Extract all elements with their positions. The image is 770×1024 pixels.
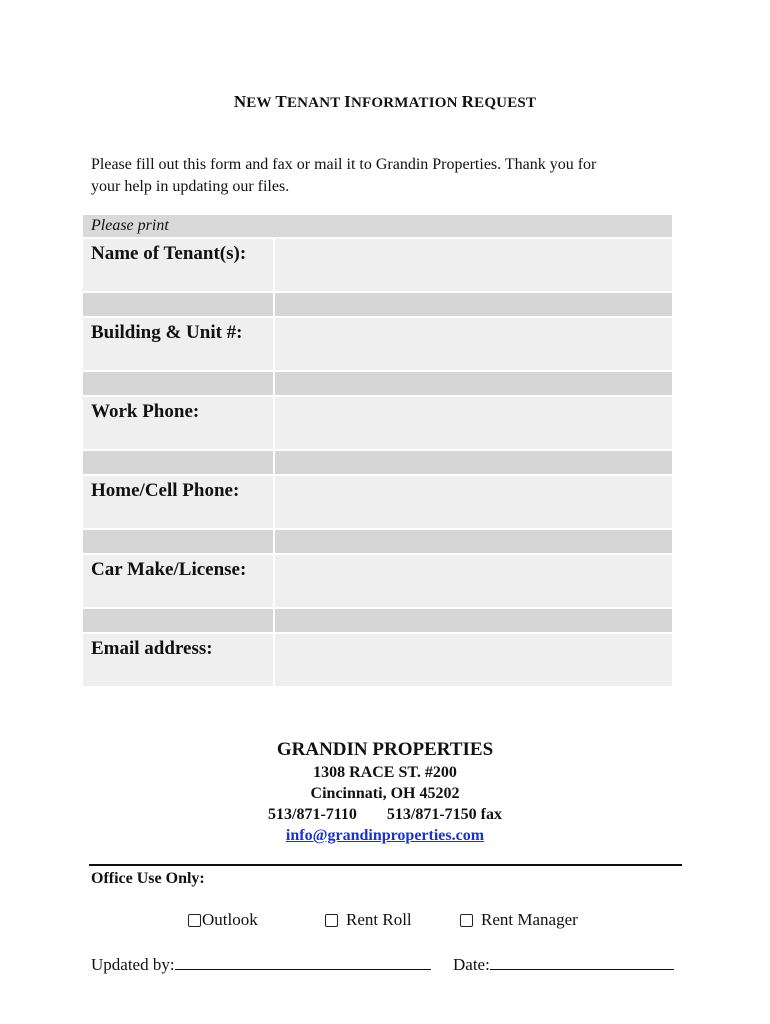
spacer-cell — [275, 451, 672, 474]
spacer-cell — [83, 451, 273, 474]
field-label: Email address: — [83, 634, 273, 686]
checkbox-outlook[interactable] — [188, 910, 258, 930]
spacer-cell — [83, 293, 273, 316]
title-part-equest: EQUEST — [474, 95, 537, 111]
checkbox-label: Rent Roll — [346, 910, 412, 929]
field-row-email-address — [83, 634, 672, 686]
updated-by-label: Updated by: — [91, 955, 175, 974]
company-city: Cincinnati, OH 45202 — [310, 785, 460, 802]
company-phones — [0, 804, 770, 825]
field-label: Work Phone: — [83, 397, 273, 449]
spacer-row — [83, 530, 672, 553]
checkbox-icon[interactable] — [325, 914, 338, 927]
title-part-ew: EW — [246, 95, 276, 111]
updated-by-field[interactable] — [175, 952, 431, 970]
checkbox-rent-roll[interactable] — [325, 910, 412, 930]
checkbox-rent-manager[interactable] — [460, 910, 578, 930]
field-row-home-cell-phone — [83, 476, 672, 528]
spacer-cell — [275, 293, 672, 316]
form-title — [0, 92, 770, 112]
spacer-cell — [275, 609, 672, 632]
checkbox-icon[interactable] — [188, 914, 201, 927]
date-field[interactable] — [490, 952, 674, 970]
spacer-cell — [83, 609, 273, 632]
spacer-cell — [83, 372, 273, 395]
field-row-car-make-license — [83, 555, 672, 607]
title-initial-i: I — [344, 92, 351, 111]
spacer-row — [83, 293, 672, 316]
intro-line-2: your help in updating our files. — [91, 178, 290, 195]
title-part-nformation: NFORMATION — [350, 95, 462, 111]
spacer-cell — [83, 530, 273, 553]
date-label: Date: — [453, 955, 490, 974]
intro-line-1: Please fill out this form and fax or mail it to Grandin Properties. Thank you for — [91, 156, 597, 173]
intro-text — [91, 154, 691, 198]
field-row-tenant-name — [83, 239, 672, 291]
please-print-label: Please print — [83, 215, 672, 237]
date-group — [453, 952, 674, 975]
divider — [89, 864, 682, 866]
title-initial-n: N — [233, 92, 247, 111]
office-use-label: Office Use Only: — [91, 870, 205, 887]
spacer-row — [83, 609, 672, 632]
checkbox-icon[interactable] — [460, 914, 473, 927]
title-initial-r: R — [461, 92, 475, 111]
checkbox-label: Outlook — [202, 910, 258, 929]
title-initial-t: T — [275, 92, 287, 111]
spacer-row — [83, 372, 672, 395]
company-address: 1308 RACE ST. #200 — [313, 764, 457, 781]
field-row-building-unit — [83, 318, 672, 370]
company-fax: 513/871-7150 fax — [386, 806, 502, 823]
company-info — [0, 738, 770, 846]
tenant-form-table — [83, 215, 672, 686]
title-part-enant: ENANT — [286, 95, 345, 111]
spacer-cell — [275, 530, 672, 553]
updated-by-group — [91, 952, 431, 975]
company-phone: 513/871-7110 — [268, 806, 357, 823]
tenant-name-field[interactable] — [275, 239, 672, 291]
company-name: GRANDIN PROPERTIES — [276, 739, 494, 760]
field-row-work-phone — [83, 397, 672, 449]
field-label: Home/Cell Phone: — [83, 476, 273, 528]
spacer-cell — [275, 372, 672, 395]
work-phone-field[interactable] — [275, 397, 672, 449]
field-label: Car Make/License: — [83, 555, 273, 607]
field-label: Building & Unit #: — [83, 318, 273, 370]
home-cell-phone-field[interactable] — [275, 476, 672, 528]
spacer-row — [83, 451, 672, 474]
email-address-field[interactable] — [275, 634, 672, 686]
checkbox-label: Rent Manager — [481, 910, 578, 929]
company-email-link[interactable]: info@grandinproperties.com — [285, 827, 485, 844]
building-unit-field[interactable] — [275, 318, 672, 370]
field-label: Name of Tenant(s): — [83, 239, 273, 291]
car-make-license-field[interactable] — [275, 555, 672, 607]
